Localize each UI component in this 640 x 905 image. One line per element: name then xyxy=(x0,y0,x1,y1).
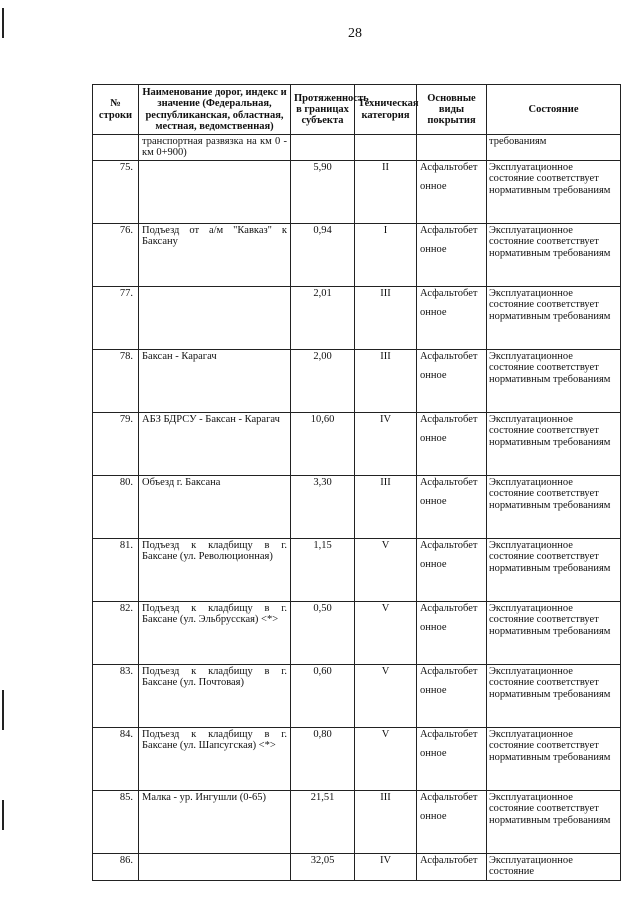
table-row xyxy=(93,854,621,881)
coverage-line-2: онное xyxy=(420,496,447,508)
road-length: 32,05 xyxy=(291,854,355,881)
row-number: 81. xyxy=(93,539,139,602)
road-state: Эксплуатационное состояние соответствует нормативным требованиям xyxy=(487,539,621,602)
coverage-line-2: онное xyxy=(420,307,447,319)
table-row xyxy=(93,161,621,224)
road-coverage xyxy=(417,854,487,881)
road-coverage xyxy=(417,161,487,224)
road-length: 2,01 xyxy=(291,287,355,350)
row-number: 78. xyxy=(93,350,139,413)
header-coverage: Основные виды покрытия xyxy=(417,85,487,135)
coverage-line-1: Асфальтобет xyxy=(420,414,478,425)
continuation-state: требованиям xyxy=(487,135,621,161)
road-state: Эксплуатационное состояние соответствует нормативным требованиям xyxy=(487,224,621,287)
table-header-row xyxy=(93,85,621,135)
scan-edge-mark xyxy=(2,800,4,830)
road-length: 10,60 xyxy=(291,413,355,476)
continuation-name: транспортная развязка на км 0 - км 0+900) xyxy=(139,135,291,161)
road-length: 0,80 xyxy=(291,728,355,791)
road-length: 1,15 xyxy=(291,539,355,602)
table-row xyxy=(93,476,621,539)
table-row xyxy=(93,728,621,791)
road-name: Подъезд к кладбищу в г. Баксане (ул. Эльбрусская) <*> xyxy=(139,602,291,665)
coverage-line-2: онное xyxy=(420,244,447,256)
road-coverage xyxy=(417,728,487,791)
road-coverage xyxy=(417,476,487,539)
road-coverage xyxy=(417,287,487,350)
roads-table xyxy=(92,84,621,881)
row-number: 82. xyxy=(93,602,139,665)
coverage-line-1: Асфальтобет xyxy=(420,351,478,362)
coverage-line-1: Асфальтобет xyxy=(420,855,478,866)
road-length: 21,51 xyxy=(291,791,355,854)
coverage-line-2: онное xyxy=(420,622,447,634)
header-name: Наименование дорог, индекс и значение (Федеральная, республиканская, областная, местная, ведомственная) xyxy=(139,85,291,135)
road-state: Эксплуатационное состояние соответствует нормативным требованиям xyxy=(487,350,621,413)
row-number: 76. xyxy=(93,224,139,287)
road-category: IV xyxy=(355,413,417,476)
road-length: 0,60 xyxy=(291,665,355,728)
table-row xyxy=(93,791,621,854)
road-state: Эксплуатационное состояние соответствует нормативным требованиям xyxy=(487,161,621,224)
coverage-line-1: Асфальтобет xyxy=(420,477,478,488)
coverage-line-1: Асфальтобет xyxy=(420,288,478,299)
road-category: V xyxy=(355,728,417,791)
road-category: V xyxy=(355,665,417,728)
row-number: 77. xyxy=(93,287,139,350)
road-state: Эксплуатационное состояние соответствует нормативным требованиям xyxy=(487,665,621,728)
coverage-line-2: онное xyxy=(420,559,447,571)
coverage-line-1: Асфальтобет xyxy=(420,729,478,740)
road-name: АБЗ БДРСУ - Баксан - Карагач xyxy=(139,413,291,476)
header-length: Протяженность в границах субъекта xyxy=(291,85,355,135)
continuation-row xyxy=(93,135,621,161)
road-category: III xyxy=(355,476,417,539)
coverage-line-2: онное xyxy=(420,370,447,382)
road-category: III xyxy=(355,350,417,413)
road-category: III xyxy=(355,287,417,350)
coverage-line-1: Асфальтобет xyxy=(420,162,478,173)
coverage-line-1: Асфальтобет xyxy=(420,603,478,614)
road-coverage xyxy=(417,350,487,413)
coverage-line-1: Асфальтобет xyxy=(420,225,478,236)
table-row xyxy=(93,602,621,665)
road-name: Подъезд от а/м "Кавказ" к Баксану xyxy=(139,224,291,287)
header-category: Техническая категория xyxy=(355,85,417,135)
coverage-line-1: Асфальтобет xyxy=(420,792,478,803)
road-length: 0,94 xyxy=(291,224,355,287)
road-category: V xyxy=(355,602,417,665)
scan-edge-mark xyxy=(2,690,4,730)
table-row xyxy=(93,287,621,350)
road-name: Объезд г. Баксана xyxy=(139,476,291,539)
road-coverage xyxy=(417,791,487,854)
row-number: 85. xyxy=(93,791,139,854)
header-state: Состояние xyxy=(487,85,621,135)
road-state: Эксплуатационное состояние соответствует нормативным требованиям xyxy=(487,602,621,665)
page-number: 28 xyxy=(348,26,362,41)
table-row xyxy=(93,539,621,602)
road-name: Подъезд к кладбищу в г. Баксане (ул. Почтовая) xyxy=(139,665,291,728)
row-number: 84. xyxy=(93,728,139,791)
road-state: Эксплуатационное состояние соответствует нормативным требованиям xyxy=(487,287,621,350)
coverage-line-2: онное xyxy=(420,433,447,445)
row-number: 75. xyxy=(93,161,139,224)
road-length: 3,30 xyxy=(291,476,355,539)
road-name: Малка - ур. Ингушли (0-65) xyxy=(139,791,291,854)
road-name: Подъезд к кладбищу в г. Баксане (ул. Шапсугская) <*> xyxy=(139,728,291,791)
road-category: III xyxy=(355,791,417,854)
scan-edge-mark xyxy=(2,8,4,38)
table-row xyxy=(93,350,621,413)
coverage-line-2: онное xyxy=(420,181,447,193)
road-name: Подъезд к кладбищу в г. Баксане (ул. Революционная) xyxy=(139,539,291,602)
table-row xyxy=(93,224,621,287)
coverage-line-1: Асфальтобет xyxy=(420,540,478,551)
row-number: 86. xyxy=(93,854,139,881)
road-coverage xyxy=(417,413,487,476)
road-coverage xyxy=(417,665,487,728)
road-name xyxy=(139,161,291,224)
row-number: 83. xyxy=(93,665,139,728)
row-number: 80. xyxy=(93,476,139,539)
road-coverage xyxy=(417,602,487,665)
coverage-line-2: онное xyxy=(420,811,447,823)
coverage-line-2: онное xyxy=(420,748,447,760)
road-category: II xyxy=(355,161,417,224)
row-number: 79. xyxy=(93,413,139,476)
road-length: 5,90 xyxy=(291,161,355,224)
table-row xyxy=(93,413,621,476)
road-category: IV xyxy=(355,854,417,881)
road-name xyxy=(139,854,291,881)
road-category: I xyxy=(355,224,417,287)
road-state: Эксплуатационное состояние соответствует нормативным требованиям xyxy=(487,791,621,854)
road-length: 0,50 xyxy=(291,602,355,665)
road-name xyxy=(139,287,291,350)
road-name: Баксан - Карагач xyxy=(139,350,291,413)
road-state: Эксплуатационное состояние соответствует нормативным требованиям xyxy=(487,476,621,539)
road-state: Эксплуатационное состояние xyxy=(487,854,621,881)
road-state: Эксплуатационное состояние соответствует нормативным требованиям xyxy=(487,413,621,476)
header-num: № строки xyxy=(93,85,139,135)
coverage-line-1: Асфальтобет xyxy=(420,666,478,677)
table-row xyxy=(93,665,621,728)
road-state: Эксплуатационное состояние соответствует нормативным требованиям xyxy=(487,728,621,791)
road-coverage xyxy=(417,224,487,287)
road-coverage xyxy=(417,539,487,602)
road-length: 2,00 xyxy=(291,350,355,413)
coverage-line-2: онное xyxy=(420,685,447,697)
road-category: V xyxy=(355,539,417,602)
